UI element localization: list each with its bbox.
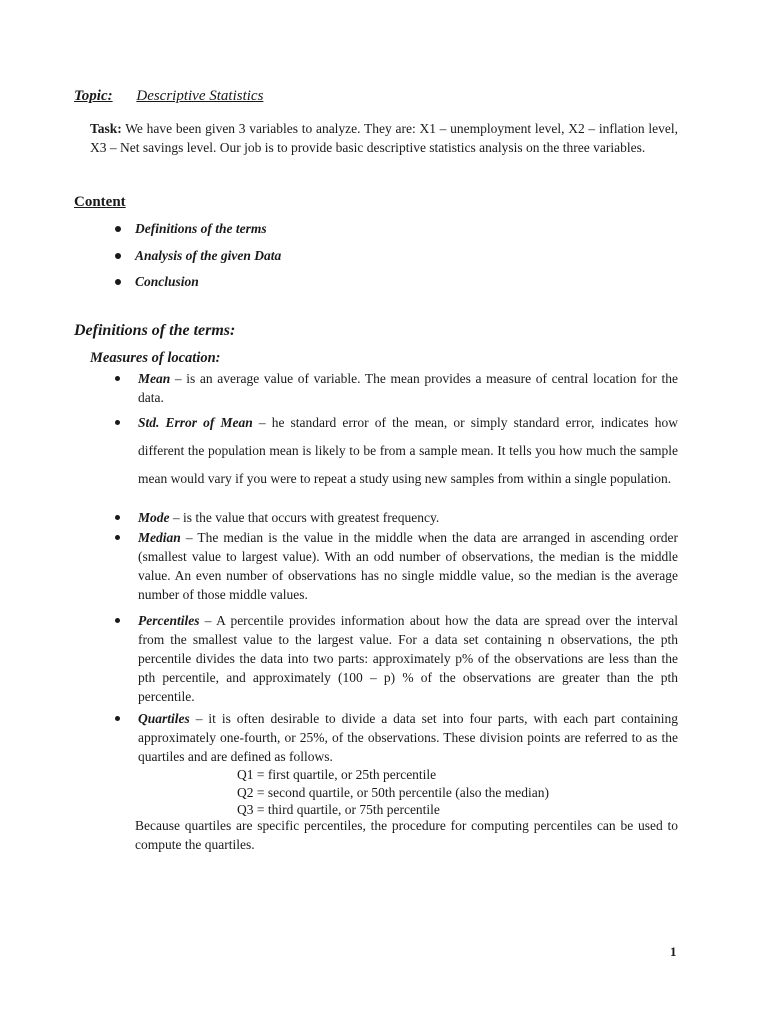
term-definition: – he standard error of the mean, or simply standard error, indicates how different the population mean is likely to be from a sample mean. It tells you how much the sample mean would vary if you were to repeat a study using new samples from within a single population. [138,415,678,486]
definitions-heading: Definitions of the terms: [74,322,236,339]
bullet-icon [115,226,121,232]
bullet-icon [115,253,121,259]
bullet-icon [115,515,120,520]
term-name: Median [138,530,181,545]
quartile-line-q1: Q1 = first quartile, or 25th percentile [237,767,437,782]
term-name: Percentiles [138,613,200,628]
content-heading: Content [74,194,126,210]
bullet-icon [115,716,120,721]
term-name: Quartiles [138,711,190,726]
content-item-label: Conclusion [135,274,199,289]
task-label: Task: [90,121,122,136]
bullet-icon [115,535,120,540]
term-item-std-error [114,409,678,508]
term-name: Mean [138,371,171,386]
term-definition: – The median is the value in the middle when the data are arranged in ascending order (smallest value to largest value). With an odd number of observations, the median is the middle value. An even number of observations has no single middle value, so the median is the average number of those middle values. [138,530,678,602]
quartile-line-q3: Q3 = third quartile, or 75th percentile [237,802,440,817]
bullet-icon [115,420,120,425]
term-definition: – A percentile provides information about how the data are spread over the interval from the smallest value to the largest value. For a data set containing n observations, the pth percentile divides the data into two parts: approximately p% of the observations are less than the pth percentile, and approximately (100 – p) % of the observations are greater than the pth percentile. [138,613,678,704]
content-item-label: Analysis of the given Data [135,247,282,263]
term-definition: – is the value that occurs with greatest frequency. [169,510,440,525]
page-number: 1 [670,944,677,959]
content-item-label: Definitions of the terms [135,221,267,236]
topic-value: Descriptive Statistics [136,88,264,104]
task-paragraph [90,119,678,157]
quartile-note: Because quartiles are specific percentiles, the procedure for computing percentiles can be used to compute the quartiles. [135,818,678,852]
topic-line [74,88,263,105]
task-text: We have been given 3 variables to analyze. They are: X1 – unemployment level, X2 – inflation level, X3 – Net savings level. Our job is to provide basic descriptive statistics analysis on the three variables. [90,121,678,155]
term-item-median [114,528,678,611]
bullet-icon [115,376,120,381]
bullet-icon [115,618,120,623]
content-list [112,220,281,300]
term-item-mode [114,508,678,528]
quartile-definitions [138,766,678,819]
term-definition: – it is often desirable to divide a data set into four parts, with each part containing approximately one-fourth, or 25%, of the observations. These division points are referred to as the quartiles and are defined as follows. [138,711,678,764]
content-item [112,220,281,247]
term-item-quartiles [114,709,678,819]
content-item [112,247,281,274]
quartile-line-q2: Q2 = second quartile, or 50th percentile (also the median) [237,784,550,800]
content-item [112,273,281,300]
term-name: Mode [138,510,170,525]
term-definition: – is an average value of variable. The mean provides a measure of central location for the data. [138,371,678,405]
measures-of-location-heading: Measures of location: [90,350,221,366]
term-item-mean [114,369,678,409]
terms-list [114,369,678,819]
term-name: Std. Error of Mean [138,415,253,430]
bullet-icon [115,279,121,285]
term-item-percentiles [114,611,678,709]
topic-label: Topic: [74,88,113,104]
